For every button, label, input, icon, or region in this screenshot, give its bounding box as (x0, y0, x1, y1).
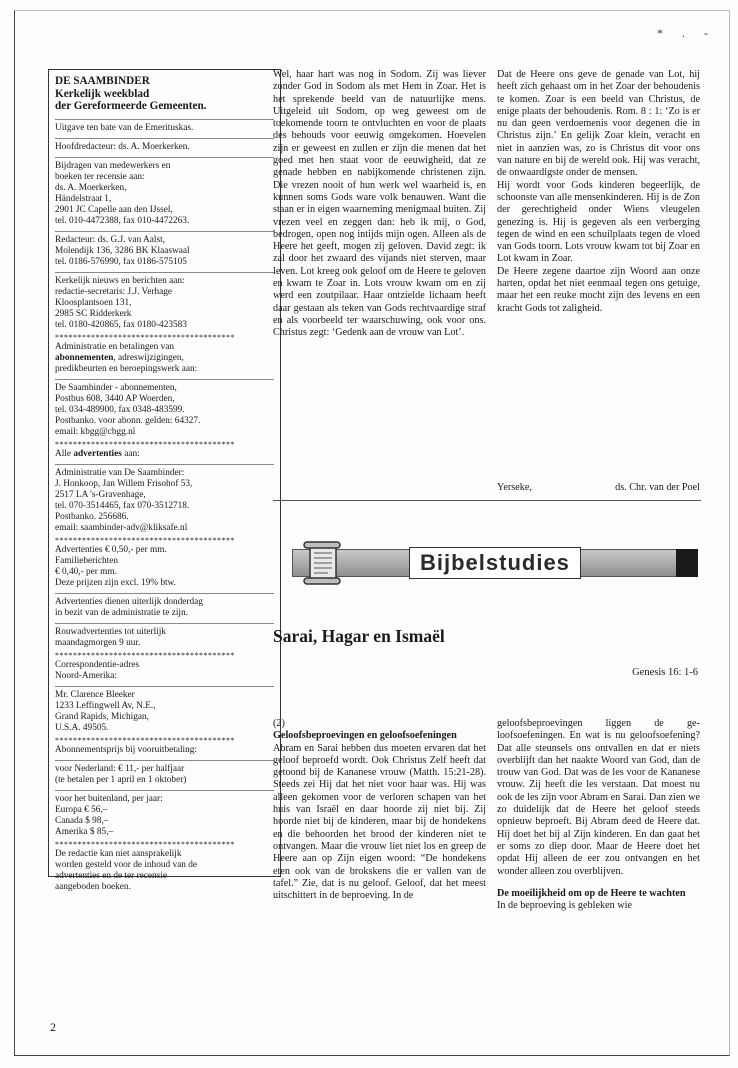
subscription-line: voor het buitenland, per jaar: (55, 793, 163, 804)
admin-address-line: Postbus 608, 3440 AP Woerden, (55, 393, 175, 404)
section-banner (292, 543, 698, 581)
contributions-line: 2901 JC Capelle aan den IJssel, (55, 204, 173, 215)
article-top-column-1 (273, 69, 486, 340)
ads-address-line: tel. 070-3514465, fax 070-3512718. (55, 500, 190, 511)
church-news-line: 2985 SC Ridderkerk (55, 308, 132, 319)
price-line: € 0,40,- per mm. (55, 566, 117, 577)
price-line: Familieberichten (55, 555, 118, 566)
article-top-column-2 (497, 69, 700, 315)
na-address-line: Mr. Clarence Bleeker (55, 689, 135, 700)
contributions-line: boeken ter recensie aan: (55, 171, 145, 182)
page-number: 2 (50, 1020, 56, 1034)
subscription-line: Canada $ 98,– (55, 815, 109, 826)
star-divider: **************************************** (55, 439, 235, 449)
article-top-paragraph: Wel, haar hart was nog in Sodom. Zij was liever zonder God in Sodom als met Hem in Zoar. Het is het sprekende beeld van de natuurlijke mens. Uitgeleid uit Sodom, op weg geweest om de toekomende toorn te ontvluchten en voor de plaats des behouds voor eeuwig omgekomen. Hoevelen zijn er geweest en zullen er zijn die menen dat het goed met hen staat voor de eeuwigheid, dat ze genade hebben en nabijkomende christenen zijn. Die vrezen nooit of hun werk wel waarheid is, en kunnen soms Gods ware volk benauwen. Want die staan er in eigen waarneming menigmaal buiten. Zij vrezen veel en zeggen dan: heb ik mij, o God, bedrogen, open nog intijds mijn ogen. Alleen als de Heere het geeft, mogen zij geloven. David zegt: ik zal door het zwaard des vijands niet sterven, maar leven. Lot kreeg ook geloof om de Heere te geloven en kwam te Zoar in. Lots vrouw kwam om en zij werd een zoutpilaar. Haar ontzielde lichaam heeft daar gestaan als teken van Gods rechtvaardige straf en als voorbeeld ter waarschuwing, ook voor ons. Christus zegt: ‘Gedenk aan de vrouw van Lot’. (273, 69, 486, 339)
ads-bold: advertenties (73, 448, 122, 459)
admin-line (55, 353, 274, 364)
article-top-paragraph: Hij wordt voor Gods kinderen begeerlijk, de schoonste van alle mensenkinderen. Hij is de Zon der gerechtigheid onder Wiens vleugelen genezing is. Hij is gegeven als een verberging tegen de wind en een schuilplaats tegen de vloed van Gods toorn. Lots vrouw kwam tot bij Zoar en Lot kwam in Zoar. (497, 179, 700, 265)
ads-address-line: 2517 LA 's-Gravenhage, (55, 489, 146, 500)
masthead-subtitle: Kerkelijk weekblad (55, 87, 150, 100)
contributions-line: ds. A. Moerkerken, (55, 182, 127, 193)
star-divider: **************************************** (55, 535, 235, 545)
ads-email: email: saambinder-adv@kliksafe.nl (55, 522, 188, 533)
banner-end-block (676, 549, 698, 577)
admin-text: , adreswijzigingen, (113, 352, 184, 363)
article-column-2 (497, 718, 700, 912)
admin-address-line: tel. 034-489900, fax 0348-483599. (55, 404, 185, 415)
colophon-box (48, 69, 281, 892)
star-divider: **************************************** (55, 839, 235, 849)
redacteur-block (55, 231, 274, 268)
colophon-masthead (55, 75, 274, 113)
admin-address-line: De Saambinder - abonnementen, (55, 382, 177, 393)
funeral-line: maandagmorgen 9 uur. (55, 637, 141, 648)
na-address-line: Grand Rapids, Michigan, (55, 711, 149, 722)
redacteur-line: tel. 0186-576990, fax 0186-575105 (55, 256, 187, 267)
article-number: (2) (273, 718, 285, 729)
subscription-line: Europa € 56,– (55, 804, 108, 815)
subscription-abroad-block (55, 790, 274, 838)
church-news-line: tel. 0180-420865, fax 0180-423583 (55, 319, 187, 330)
article-top-paragraph: Dat de Heere ons geve de genade van Lot, hij heeft zich gehaast om in het Zoar der behoudenis te komen. Zoar is een beeld van Christus, de enige plaats der behoudenis. Rom. 8 : 1: ‘Zo is er nu dan geen verdoemenis voor degenen die in Christus zijn.’ En gelijk Zoar klein, veracht en niet in aanzien was, zo is Christus dit voor ons van nature en bij de wereld ook. Hij was veracht, de onwaardigste onder de mensen. (497, 69, 700, 179)
church-news-line: Kloosplantsoen 131, (55, 297, 132, 308)
disclaimer-line: worden gesteld voor de inhoud van de (55, 859, 197, 870)
contributions-line: tel. 010-4472388, fax 010-4472263. (55, 215, 190, 226)
masthead-title: DE SAAMBINDER (55, 75, 150, 87)
ads-text: aan: (121, 448, 140, 459)
section-title: Bijbelstudies (409, 547, 581, 579)
deadline-block (55, 593, 274, 619)
signature-place: Yerseke, (497, 482, 532, 493)
subscription-nl-block (55, 760, 274, 786)
church-news-line: Kerkelijk nieuws en berichten aan: (55, 275, 185, 286)
publisher-line: Uitgave ten bate van de Emerituskas. (55, 119, 274, 134)
admin-address-block (55, 379, 274, 438)
article-title: Sarai, Hagar en Ismaël (273, 626, 445, 646)
price-line: Advertenties € 0,50,- per mm. (55, 544, 167, 555)
deadline-line: Advertenties dienen uiterlijk donderdag (55, 596, 203, 607)
contributions-line: Händelstraat 1, (55, 193, 112, 204)
disclaimer-line: advertenties en de ter recensie (55, 870, 168, 881)
admin-line: predikbeurten en beroepingswerk aan: (55, 363, 198, 374)
corner-marks: * . - (657, 26, 716, 40)
star-divider: **************************************** (55, 650, 235, 660)
subscription-line: voor Nederland: € 11,- per halfjaar (55, 763, 185, 774)
star-divider: **************************************** (55, 735, 235, 745)
masthead-subtitle-2: der Gereformeerde Gemeenten. (55, 100, 207, 112)
article-paragraph: Abram en Sarai hebben dus moeten ervaren dat het geloof beproefd wordt. Ook Christus Zelf heeft dat getoond bij de Kananese vrouw (Matth. 15:21-28). Steeds zei Hij dat het niet voor haar was. Hij was alleen gekomen voor de verloren schapen van het huis van Israël en daar hoorde zij niet bij. Zij hoorde niet bij de kinderen, maar bij de hondekens en die behoorden het brood der kinderen niet te ontvangen. Maar die vrouw liet niet los en greep de Heere aan op Zijn eigen woord: “De hondekens eten ook van de brokskens die er vallen van de tafel.” Zie, dat is nu geloof. Geloof, dat het meest uitschittert in de beproeving. In de (273, 742, 486, 902)
disclaimer-line: De redactie kan niet aansprakelijk (55, 848, 182, 859)
article-top-paragraph: De Heere zegene daartoe zijn Woord aan onze harten, opdat het niet eenmaal tegen ons getuige, maar het een reuke mocht zijn des levens en een kracht Gods tot zaligheid. (497, 265, 700, 314)
subscription-heading: Abonnementsprijs bij vooruitbetaling: (55, 744, 198, 755)
star-divider: **************************************** (55, 332, 235, 342)
redacteur-line: Molendijk 136, 3286 BK Klaaswaal (55, 245, 190, 256)
na-address-heading (55, 660, 274, 682)
deadline-line: in bezit van de administratie te zijn. (55, 607, 188, 618)
article-signature (497, 482, 700, 493)
article-paragraph: In de beproeving is gebleken wie (497, 900, 632, 912)
scripture-reference: Genesis 16: 1-6 (632, 667, 698, 678)
church-news-block (55, 272, 274, 331)
na-address-line: U.S.A. 49505. (55, 722, 109, 733)
ads-address-line: Postbanko. 256686. (55, 511, 129, 522)
admin-line: Administratie en betalingen van (55, 341, 175, 352)
redacteur-line: Redacteur: ds. G.J. van Aalst, (55, 234, 165, 245)
article-subheading: Geloofsbeproevingen en geloofsoefeningen (273, 730, 457, 742)
prices-block (55, 545, 274, 589)
ads-address-block (55, 464, 274, 534)
na-heading-line: Noord-Amerika: (55, 670, 117, 681)
article-subheading: De moeilijkheid om op de Heere te wachten (497, 887, 686, 899)
scroll-icon (298, 539, 346, 587)
price-line: Deze prijzen zijn excl. 19% btw. (55, 577, 176, 588)
contributions-line: Bijdragen van medewerkers en (55, 160, 171, 171)
article-paragraph: geloofsbeproevingen liggen de geloofsoefeningen. En wat is nu geloofsoefening? Dat alle steunsels ons ontvallen en dat er niets overblijft dan het naakte Woord van God, dan de trouw van God. Dat was de les voor de Kananese vrouw. Zij heeft die les verstaan. Dat moest nu ook de les zijn voor Abram en Sarai. Dan zien we zo duidelijk dat de Heere het geloof steeds opnieuw beproeft. Bij Abram deed de Heere dat. Hij doet het bij al Zijn kinderen. En dan gaat het er soms zo diep door. Maar de Heere doet het opdat Hij alleen de eer zou ontvangen en het wonder alleen zou overblijven. (497, 718, 700, 877)
funeral-line: Rouwadvertenties tot uiterlijk (55, 626, 167, 637)
ads-text: Alle (55, 448, 74, 459)
admin-email: email: kbgg@cbgg.nl (55, 426, 136, 437)
article-column-1 (273, 718, 486, 902)
admin-block (55, 342, 274, 375)
na-address-block (55, 686, 274, 734)
subscription-line: (te betalen per 1 april en 1 oktober) (55, 774, 187, 785)
na-address-line: 1233 Leffingwell Av, N.E., (55, 700, 156, 711)
editor-line: Hoofdredacteur: ds. A. Moerkerken. (55, 138, 274, 153)
subscription-line: Amerika $ 85,– (55, 826, 114, 837)
na-heading-line: Correspondentie-adres (55, 659, 140, 670)
ads-address-line: Administratie van De Saambinder: (55, 467, 185, 478)
disclaimer-line: aangeboden boeken. (55, 881, 131, 892)
ads-heading (55, 449, 274, 460)
section-divider (273, 500, 701, 501)
admin-bold: abonnementen (55, 352, 114, 363)
admin-address-line: Postbanko. voor abonn. gelden: 64327. (55, 415, 201, 426)
ads-address-line: J. Honkoop, Jan Willem Frisohof 53, (55, 478, 193, 489)
signature-author: ds. Chr. van der Poel (615, 482, 700, 493)
church-news-line: redactie-secretaris: J.J. Verhage (55, 286, 173, 297)
disclaimer-block (55, 849, 274, 893)
contributions-block (55, 157, 274, 227)
funeral-block (55, 623, 274, 649)
